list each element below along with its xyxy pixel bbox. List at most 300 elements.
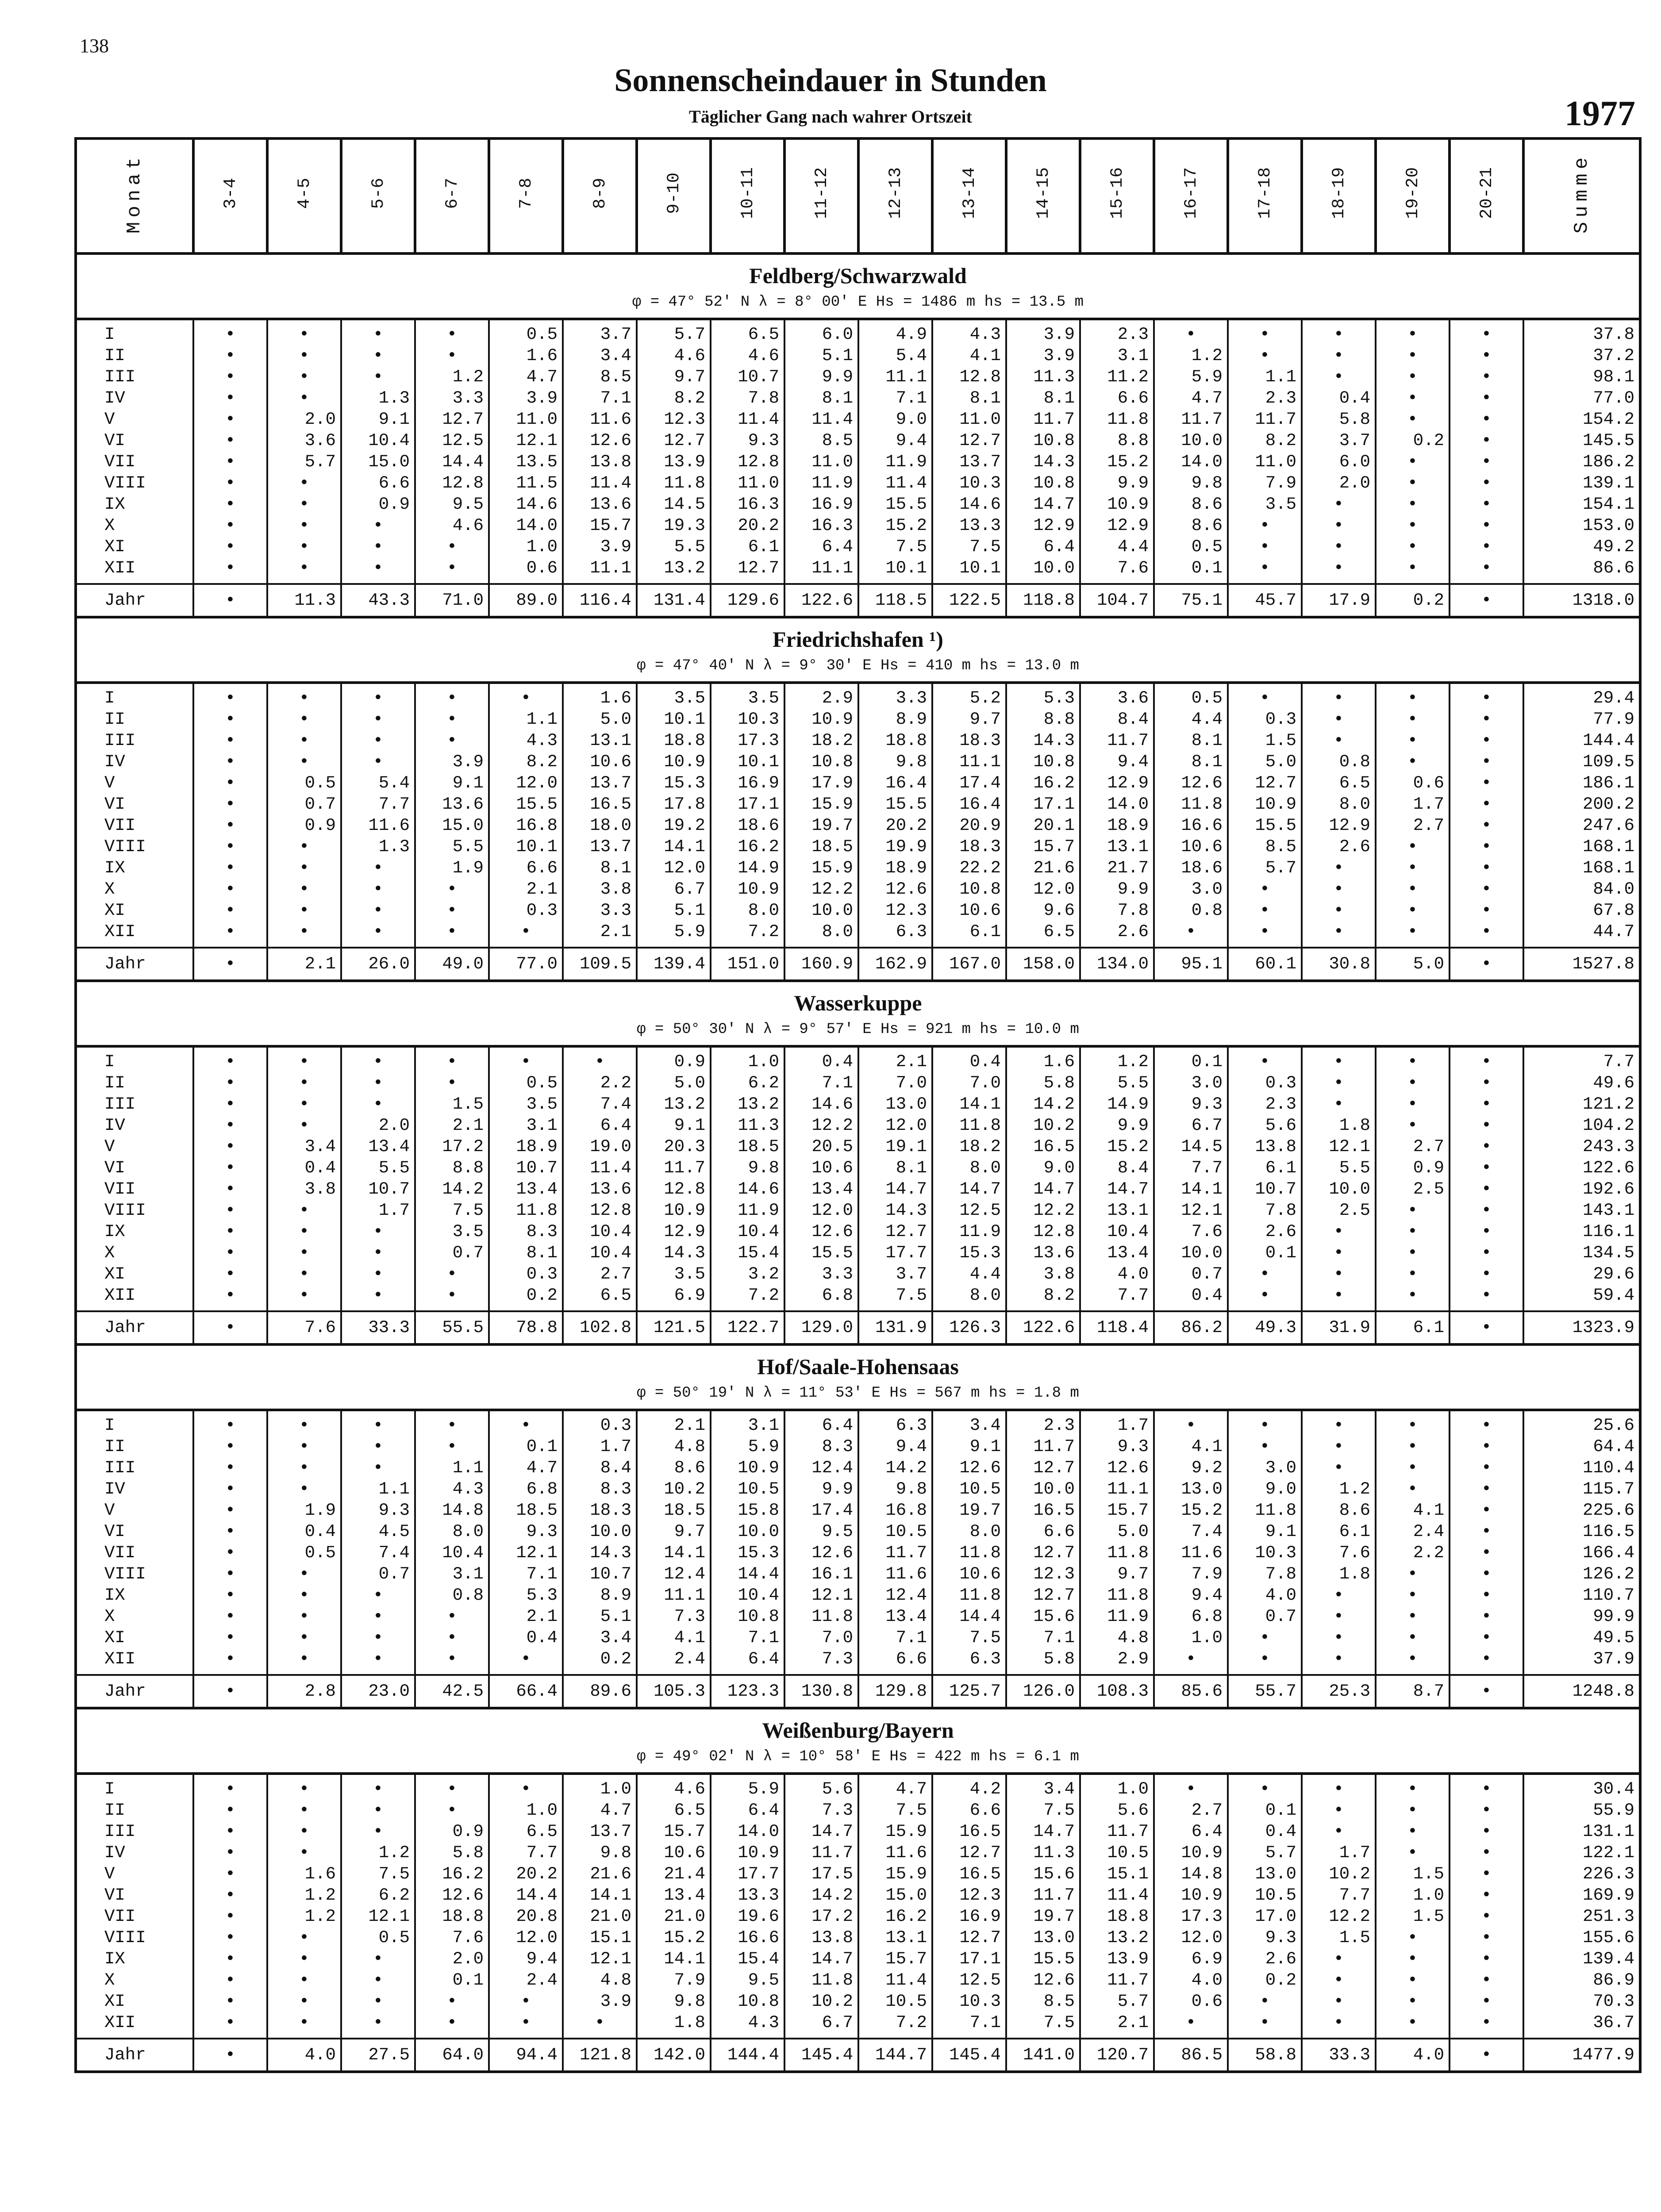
value-cell: • (193, 1311, 267, 1344)
value-cell: • (267, 921, 341, 948)
value-cell: • (489, 2012, 563, 2039)
month-cell: II (76, 345, 193, 366)
value-cell: 15.5 (858, 794, 932, 815)
value-cell: 5.1 (563, 1606, 637, 1627)
value-cell: 0.2 (1376, 584, 1450, 617)
value-cell: • (1376, 1800, 1450, 1821)
value-cell: • (193, 1542, 267, 1563)
value-cell: 7.5 (415, 1200, 489, 1221)
month-cell: V (76, 1136, 193, 1157)
value-cell: 0.6 (489, 557, 563, 584)
value-cell: 5.7 (637, 319, 711, 345)
value-cell: 6.7 (1154, 1115, 1228, 1136)
value-cell: 8.5 (563, 366, 637, 388)
value-cell: • (1376, 1046, 1450, 1072)
value-cell: 17.8 (637, 794, 711, 815)
value-cell: • (267, 319, 341, 345)
value-cell: 10.0 (1006, 1479, 1080, 1500)
value-cell: • (193, 794, 267, 815)
value-cell: 8.6 (637, 1457, 711, 1479)
value-cell: 11.0 (711, 472, 784, 494)
value-cell: 6.5 (711, 319, 784, 345)
value-cell: • (267, 1970, 341, 1991)
value-cell: 108.3 (1080, 1675, 1154, 1708)
value-cell: • (193, 1863, 267, 1885)
value-cell: 12.9 (1302, 815, 1376, 836)
value-cell: • (1450, 494, 1523, 515)
value-cell: 1.7 (1080, 1410, 1154, 1436)
table-row (76, 1585, 1640, 1606)
value-cell: 1.7 (563, 1436, 637, 1457)
value-cell: • (193, 451, 267, 472)
station-coordinates-row (76, 1016, 1640, 1046)
value-cell: 71.0 (415, 584, 489, 617)
value-cell: 0.3 (1228, 709, 1302, 730)
value-cell: • (193, 557, 267, 584)
value-cell: 7.7 (341, 794, 415, 815)
month-cell: V (76, 409, 193, 430)
month-cell: VIII (76, 472, 193, 494)
value-cell: 6.5 (563, 1285, 637, 1311)
value-cell: 8.8 (415, 1157, 489, 1179)
value-cell: 15.9 (784, 857, 858, 879)
value-cell: • (1376, 1563, 1450, 1585)
value-cell: • (267, 1221, 341, 1242)
sum-cell: 144.4 (1523, 730, 1640, 751)
value-cell: • (193, 1927, 267, 1948)
value-cell: 15.1 (1080, 1863, 1154, 1885)
value-cell: • (1450, 345, 1523, 366)
month-cell: IX (76, 1585, 193, 1606)
value-cell: 7.8 (711, 388, 784, 409)
value-cell: 0.4 (267, 1521, 341, 1542)
value-cell: 15.5 (489, 794, 563, 815)
value-cell: 7.1 (784, 1072, 858, 1094)
value-cell: 12.9 (1080, 515, 1154, 536)
value-cell: • (193, 1136, 267, 1157)
value-cell: 8.9 (563, 1585, 637, 1606)
table-row (76, 857, 1640, 879)
value-cell: 3.0 (1154, 1072, 1228, 1094)
value-cell: 15.4 (711, 1242, 784, 1263)
value-cell: 10.1 (932, 557, 1006, 584)
value-cell: 85.6 (1154, 1675, 1228, 1708)
value-cell: 9.1 (415, 772, 489, 794)
value-cell: 16.3 (784, 515, 858, 536)
value-cell: 13.6 (563, 494, 637, 515)
value-cell: 4.0 (1154, 1970, 1228, 1991)
value-cell: • (193, 1627, 267, 1648)
sum-cell: 59.4 (1523, 1285, 1640, 1311)
value-cell: • (1376, 1479, 1450, 1500)
value-cell: 14.4 (489, 1885, 563, 1906)
value-cell: 11.4 (1080, 1885, 1154, 1906)
value-cell: 10.2 (637, 1479, 711, 1500)
value-cell: 17.4 (932, 772, 1006, 794)
value-cell: 2.3 (1228, 388, 1302, 409)
value-cell: 11.8 (1154, 794, 1228, 815)
value-cell: 0.4 (784, 1046, 858, 1072)
month-cell: XI (76, 1263, 193, 1285)
value-cell: 12.5 (932, 1200, 1006, 1221)
value-cell: • (1376, 319, 1450, 345)
value-cell: 16.5 (932, 1863, 1006, 1885)
column-header-hour: 10-11 (711, 138, 784, 253)
value-cell: 122.5 (932, 584, 1006, 617)
value-cell: 10.4 (1080, 1221, 1154, 1242)
value-cell: 12.1 (1302, 1136, 1376, 1157)
value-cell: 6.5 (1006, 921, 1080, 948)
value-cell: • (267, 1072, 341, 1094)
value-cell: 12.1 (489, 1542, 563, 1563)
value-cell: 1.1 (341, 1479, 415, 1500)
value-cell: • (415, 1263, 489, 1285)
station-coordinates-row (76, 652, 1640, 683)
value-cell: 4.7 (563, 1800, 637, 1821)
value-cell: 0.9 (415, 1821, 489, 1842)
sum-cell: 104.2 (1523, 1115, 1640, 1136)
value-cell: • (1376, 1285, 1450, 1311)
value-cell: 18.6 (711, 815, 784, 836)
value-cell: 8.4 (563, 1457, 637, 1479)
value-cell: 7.9 (1154, 1563, 1228, 1585)
value-cell: 22.2 (932, 857, 1006, 879)
value-cell: 16.6 (1154, 815, 1228, 836)
month-cell: X (76, 1242, 193, 1263)
value-cell: • (1228, 1285, 1302, 1311)
value-cell: 0.1 (1154, 1046, 1228, 1072)
value-cell: 10.4 (341, 430, 415, 451)
value-cell: • (1302, 319, 1376, 345)
sum-cell: 49.6 (1523, 1072, 1640, 1094)
value-cell: 6.7 (637, 879, 711, 900)
station-coordinates-row (76, 1743, 1640, 1774)
value-cell: 3.8 (267, 1179, 341, 1200)
value-cell: 0.9 (637, 1046, 711, 1072)
value-cell: • (267, 1479, 341, 1500)
value-cell: 13.7 (563, 772, 637, 794)
value-cell: 7.0 (784, 1627, 858, 1648)
value-cell: • (341, 1046, 415, 1072)
value-cell: 9.0 (858, 409, 932, 430)
value-cell: 0.4 (1154, 1285, 1228, 1311)
table-row (76, 794, 1640, 815)
value-cell: 121.8 (563, 2039, 637, 2072)
value-cell: 13.4 (489, 1179, 563, 1200)
value-cell: 11.8 (784, 1970, 858, 1991)
sum-cell: 36.7 (1523, 2012, 1640, 2039)
value-cell: 9.8 (858, 1479, 932, 1500)
table-row (76, 319, 1640, 345)
value-cell: 0.5 (341, 1927, 415, 1948)
value-cell: 12.7 (1228, 772, 1302, 794)
value-cell: • (341, 319, 415, 345)
table-row (76, 772, 1640, 794)
value-cell: 0.5 (1154, 683, 1228, 709)
sum-cell: 143.1 (1523, 1200, 1640, 1221)
value-cell: 4.6 (637, 345, 711, 366)
value-cell: 13.1 (563, 730, 637, 751)
value-cell: 15.7 (858, 1948, 932, 1970)
column-header-hour: 4-5 (267, 138, 341, 253)
value-cell: 14.7 (784, 1948, 858, 1970)
value-cell: 25.3 (1302, 1675, 1376, 1708)
value-cell: 1.5 (1376, 1863, 1450, 1885)
value-cell: • (1450, 1906, 1523, 1927)
value-cell: 10.9 (1228, 794, 1302, 815)
value-cell: • (1228, 900, 1302, 921)
value-cell: • (1450, 1991, 1523, 2012)
value-cell: 10.6 (784, 1157, 858, 1179)
sunshine-table (74, 137, 1642, 2073)
value-cell: 13.6 (563, 1179, 637, 1200)
value-cell: 20.9 (932, 815, 1006, 836)
value-cell: 9.3 (1154, 1094, 1228, 1115)
value-cell: • (489, 1648, 563, 1675)
value-cell: • (193, 709, 267, 730)
value-cell: 14.9 (711, 857, 784, 879)
value-cell: 14.6 (932, 494, 1006, 515)
value-cell: 11.6 (563, 409, 637, 430)
sum-cell: 169.9 (1523, 1885, 1640, 1906)
month-cell: XI (76, 900, 193, 921)
value-cell: 19.3 (637, 515, 711, 536)
value-cell: 14.6 (711, 1179, 784, 1200)
value-cell: 18.6 (1154, 857, 1228, 879)
value-cell: 12.7 (637, 430, 711, 451)
value-cell: 14.1 (932, 1094, 1006, 1115)
station-header (76, 1344, 1640, 1379)
table-row (76, 536, 1640, 557)
value-cell: 5.9 (711, 1436, 784, 1457)
value-cell: 12.1 (784, 1585, 858, 1606)
value-cell: • (193, 730, 267, 751)
value-cell: 8.0 (711, 900, 784, 921)
value-cell: 9.1 (341, 409, 415, 430)
value-cell: • (1228, 515, 1302, 536)
table-row (76, 366, 1640, 388)
value-cell: • (1450, 1521, 1523, 1542)
value-cell: 9.3 (1228, 1927, 1302, 1948)
value-cell: 15.3 (637, 772, 711, 794)
value-cell: 15.2 (637, 1927, 711, 1948)
column-header-hour: 5-6 (341, 138, 415, 253)
value-cell: • (415, 1774, 489, 1800)
value-cell: 0.9 (1376, 1157, 1450, 1179)
value-cell: 15.7 (637, 1821, 711, 1842)
value-cell: 10.1 (637, 709, 711, 730)
value-cell: • (1376, 1200, 1450, 1221)
month-cell: VIII (76, 1563, 193, 1585)
value-cell: 8.0 (415, 1521, 489, 1542)
value-cell: 20.2 (858, 815, 932, 836)
value-cell: 3.3 (858, 683, 932, 709)
value-cell: 11.1 (858, 366, 932, 388)
value-cell: 14.2 (784, 1885, 858, 1906)
value-cell: • (1450, 751, 1523, 772)
value-cell: 0.5 (489, 1072, 563, 1094)
value-cell: 7.5 (858, 536, 932, 557)
value-cell: • (193, 1242, 267, 1263)
value-cell: 13.7 (563, 1821, 637, 1842)
value-cell: 3.9 (563, 536, 637, 557)
value-cell: 2.9 (784, 683, 858, 709)
sum-cell: 25.6 (1523, 1410, 1640, 1436)
value-cell: • (1376, 1072, 1450, 1094)
value-cell: 11.1 (563, 557, 637, 584)
value-cell: 8.7 (1376, 1675, 1450, 1708)
value-cell: 11.4 (858, 472, 932, 494)
value-cell: • (415, 536, 489, 557)
month-cell: XII (76, 1648, 193, 1675)
value-cell: 7.2 (711, 921, 784, 948)
sum-cell: 1323.9 (1523, 1311, 1640, 1344)
value-cell: • (1450, 1094, 1523, 1115)
value-cell: 5.9 (1154, 366, 1228, 388)
value-cell: • (1228, 1263, 1302, 1285)
month-cell: II (76, 1436, 193, 1457)
month-cell: X (76, 1606, 193, 1627)
value-cell: • (193, 1157, 267, 1179)
value-cell: 1.6 (489, 345, 563, 366)
value-cell: • (1450, 515, 1523, 536)
value-cell: 3.8 (563, 879, 637, 900)
value-cell: 10.6 (932, 900, 1006, 921)
month-cell: II (76, 1072, 193, 1094)
value-cell: 20.8 (489, 1906, 563, 1927)
value-cell: 18.9 (489, 1136, 563, 1157)
sum-cell: 49.2 (1523, 536, 1640, 557)
value-cell: • (1376, 683, 1450, 709)
value-cell: 10.9 (637, 751, 711, 772)
value-cell: 6.3 (932, 1648, 1006, 1675)
value-cell: • (193, 1457, 267, 1479)
value-cell: 21.6 (563, 1863, 637, 1885)
value-cell: 3.4 (267, 1136, 341, 1157)
value-cell: • (1450, 1648, 1523, 1675)
value-cell: 2.6 (1228, 1948, 1302, 1970)
value-cell: 12.6 (415, 1885, 489, 1906)
value-cell: 7.4 (341, 1542, 415, 1563)
value-cell: 9.0 (1228, 1479, 1302, 1500)
column-header-hour: 13-14 (932, 138, 1006, 253)
sum-cell: 29.6 (1523, 1263, 1640, 1285)
value-cell: 16.4 (932, 794, 1006, 815)
value-cell: 16.5 (1006, 1500, 1080, 1521)
month-cell: XI (76, 1991, 193, 2012)
value-cell: 14.7 (1006, 1821, 1080, 1842)
value-cell: 8.2 (637, 388, 711, 409)
value-cell: 3.9 (1006, 345, 1080, 366)
value-cell: • (1450, 1157, 1523, 1179)
value-cell: 1.0 (711, 1046, 784, 1072)
value-cell: 15.3 (932, 1242, 1006, 1263)
table-row (76, 1136, 1640, 1157)
value-cell: 10.0 (563, 1521, 637, 1542)
value-cell: 7.1 (1006, 1627, 1080, 1648)
value-cell: 1.9 (267, 1500, 341, 1521)
value-cell: 58.8 (1228, 2039, 1302, 2072)
value-cell: 15.7 (563, 515, 637, 536)
value-cell: 13.1 (1080, 836, 1154, 857)
value-cell: 8.8 (1080, 430, 1154, 451)
value-cell: 10.3 (932, 1991, 1006, 2012)
value-cell: • (1302, 1948, 1376, 1970)
station-header (76, 981, 1640, 1016)
value-cell: 4.3 (415, 1479, 489, 1500)
value-cell: 10.9 (711, 1457, 784, 1479)
value-cell: 15.5 (858, 494, 932, 515)
table-row (76, 1115, 1640, 1136)
value-cell: 12.7 (711, 557, 784, 584)
table-row (76, 1457, 1640, 1479)
value-cell: 3.1 (711, 1410, 784, 1436)
value-cell: 14.5 (1154, 1136, 1228, 1157)
value-cell: 15.0 (341, 451, 415, 472)
month-cell: III (76, 366, 193, 388)
value-cell: 8.5 (1228, 836, 1302, 857)
value-cell: 8.1 (1154, 730, 1228, 751)
value-cell: • (1450, 1457, 1523, 1479)
value-cell: 7.5 (932, 1627, 1006, 1648)
value-cell: • (1450, 900, 1523, 921)
value-cell: • (1228, 1627, 1302, 1648)
value-cell: • (489, 921, 563, 948)
value-cell: 49.0 (415, 948, 489, 981)
value-cell: 77.0 (489, 948, 563, 981)
value-cell: 2.7 (563, 1263, 637, 1285)
value-cell: 14.3 (858, 1200, 932, 1221)
value-cell: 7.6 (415, 1927, 489, 1948)
sum-cell: 109.5 (1523, 751, 1640, 772)
value-cell: 7.1 (489, 1563, 563, 1585)
value-cell: • (193, 430, 267, 451)
month-cell: XII (76, 1285, 193, 1311)
value-cell: 7.1 (563, 388, 637, 409)
value-cell: 2.4 (1376, 1521, 1450, 1542)
value-cell: 10.5 (858, 1521, 932, 1542)
value-cell: 10.2 (1302, 1863, 1376, 1885)
value-cell: 10.2 (1006, 1115, 1080, 1136)
value-cell: 1.0 (1154, 1627, 1228, 1648)
value-cell: 19.7 (1006, 1906, 1080, 1927)
value-cell: 9.5 (415, 494, 489, 515)
value-cell: 5.4 (858, 345, 932, 366)
value-cell: • (415, 1627, 489, 1648)
value-cell: 122.6 (1006, 1311, 1080, 1344)
month-cell: IX (76, 1948, 193, 1970)
value-cell: 9.4 (858, 1436, 932, 1457)
value-cell: 0.4 (1228, 1821, 1302, 1842)
value-cell: 12.2 (1302, 1906, 1376, 1927)
value-cell: • (341, 857, 415, 879)
value-cell: • (193, 1991, 267, 2012)
value-cell: 7.8 (1228, 1200, 1302, 1221)
value-cell: 14.0 (1154, 451, 1228, 472)
value-cell: 7.2 (858, 2012, 932, 2039)
value-cell: 151.0 (711, 948, 784, 981)
value-cell: 2.1 (415, 1115, 489, 1136)
value-cell: 4.0 (1228, 1585, 1302, 1606)
value-cell: • (1450, 794, 1523, 815)
value-cell: • (1450, 366, 1523, 388)
value-cell: 3.7 (563, 319, 637, 345)
value-cell: • (1228, 1046, 1302, 1072)
value-cell: 5.0 (1228, 751, 1302, 772)
value-cell: 120.7 (1080, 2039, 1154, 2072)
value-cell: 10.1 (858, 557, 932, 584)
value-cell: 0.2 (1228, 1970, 1302, 1991)
